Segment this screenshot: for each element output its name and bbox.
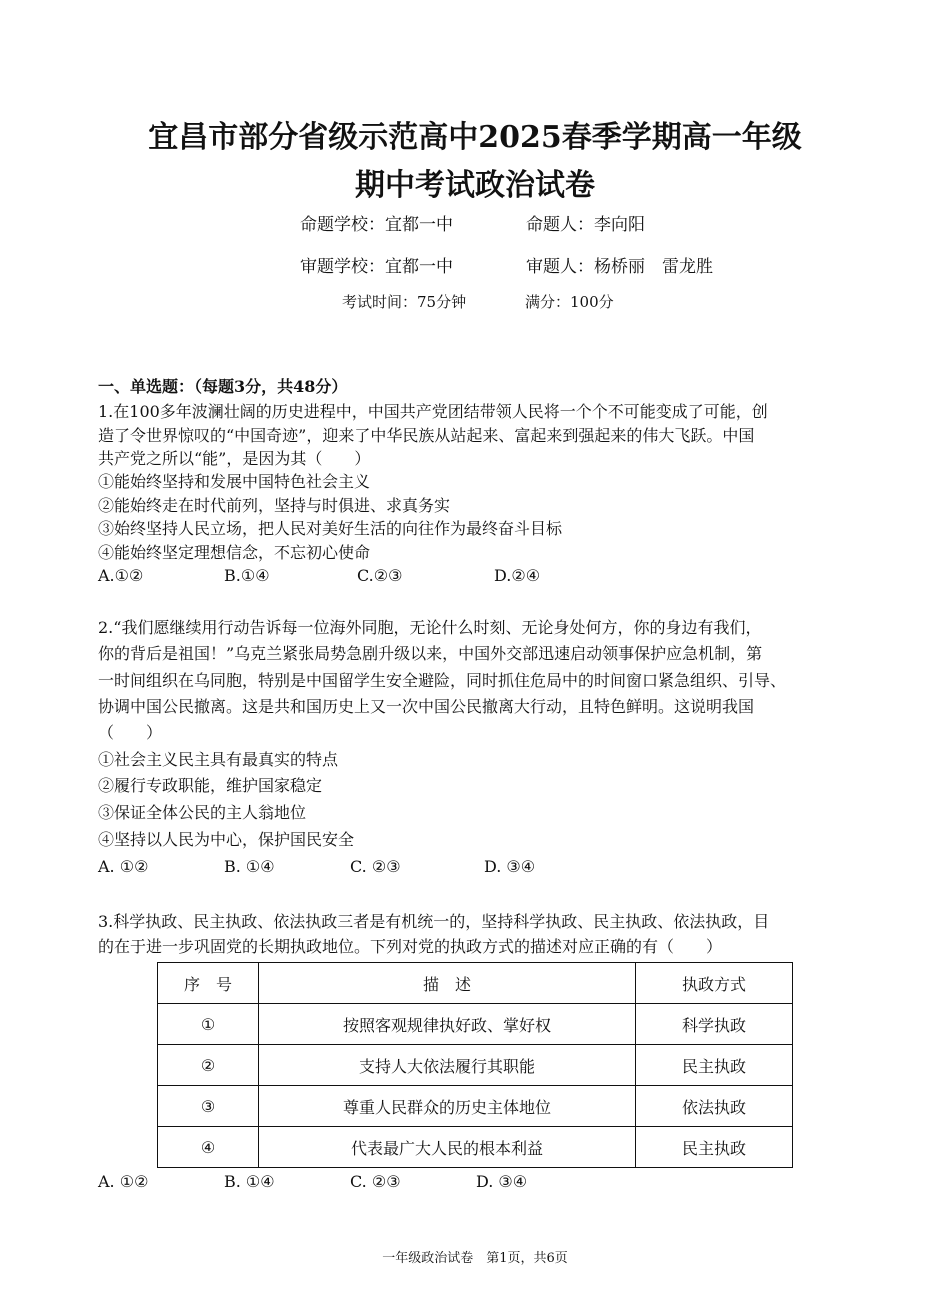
table-header-cell: 执政方式	[636, 963, 793, 1004]
table-row	[158, 1045, 793, 1086]
section-heading: 一、单选题：（每题3分，共48分）	[98, 377, 348, 396]
table-cell: 民主执政	[636, 1045, 793, 1086]
table-cell: 支持人大依法履行其职能	[259, 1045, 636, 1086]
review-person: 审题人：杨桥丽 雷龙胜	[526, 257, 713, 277]
option-d: D. ③④	[476, 1172, 528, 1191]
table-cell: 依法执政	[636, 1086, 793, 1127]
table-cell: 代表最广大人民的根本利益	[259, 1127, 636, 1168]
page-footer: 一年级政治试卷 第1页，共6页	[382, 1251, 568, 1266]
question-text-line: 的在于进一步巩固党的长期执政地位。下列对党的执政方式的描述对应正确的有（ ）	[98, 937, 723, 956]
full-score: 满分：100分	[525, 293, 614, 311]
option-a: A. ①②	[98, 1172, 149, 1191]
question-text-line: 共产党之所以“能”，是因为其（ ）	[98, 449, 371, 468]
question-text-line: 1.在100多年波澜壮阔的历史进程中，中国共产党团结带领人民将一个个不可能变成了可能，创	[98, 402, 768, 421]
option-a: A. ①②	[98, 857, 149, 876]
question-text-line: 你的背后是祖国！”乌克兰紧张局势急剧升级以来，中国外交部迅速启动领事保护应急机制，第	[98, 644, 763, 663]
statement: ②履行专政职能，维护国家稳定	[98, 776, 323, 795]
governance-table	[157, 962, 793, 1168]
statement: ①社会主义民主具有最真实的特点	[98, 750, 339, 769]
question-text-line: （ ）	[98, 723, 163, 742]
option-b: B. ①④	[224, 1172, 275, 1191]
option-a: A.①②	[98, 566, 144, 585]
option-d: D. ③④	[484, 857, 536, 876]
review-school: 审题学校：宜都一中	[300, 257, 453, 277]
table-header-cell: 描 述	[259, 963, 636, 1004]
option-c: C.②③	[357, 566, 403, 585]
statement: ①能始终坚持和发展中国特色社会主义	[98, 472, 371, 491]
question-text-line: 2.“我们愿继续用行动告诉每一位海外同胞，无论什么时刻、无论身处何方，你的身边有我们，	[98, 618, 762, 637]
table-cell: 民主执政	[636, 1127, 793, 1168]
table-cell: ①	[158, 1004, 259, 1045]
table-cell: 尊重人民群众的历史主体地位	[259, 1086, 636, 1127]
question-text-line: 一时间组织在乌同胞，特别是中国留学生安全避险，同时抓住危局中的时间窗口紧急组织、引导、	[98, 671, 787, 690]
option-b: B. ①④	[224, 857, 275, 876]
table-cell: 按照客观规律执好政、掌好权	[259, 1004, 636, 1045]
table-header-cell: 序 号	[158, 963, 259, 1004]
table-row	[158, 1004, 793, 1045]
exam-title-line2: 期中考试政治试卷	[355, 168, 595, 203]
table-header-row	[158, 963, 793, 1004]
statement: ③保证全体公民的主人翁地位	[98, 803, 307, 822]
proposition-school: 命题学校：宜都一中	[300, 215, 453, 235]
question-text-line: 3.科学执政、民主执政、依法执政三者是有机统一的，坚持科学执政、民主执政、依法执政，目	[98, 912, 770, 931]
table-row	[158, 1086, 793, 1127]
option-c: C. ②③	[350, 857, 401, 876]
question-text-line: 造了令世界惊叹的“中国奇迹”，迎来了中华民族从站起来、富起来到强起来的伟大飞跃。中国	[98, 426, 755, 445]
statement: ④能始终坚定理想信念，不忘初心使命	[98, 543, 371, 562]
option-c: C. ②③	[350, 1172, 401, 1191]
table-cell: ③	[158, 1086, 259, 1127]
table-cell: 科学执政	[636, 1004, 793, 1045]
statement: ③始终坚持人民立场，把人民对美好生活的向往作为最终奋斗目标	[98, 519, 563, 538]
exam-title-line1: 宜昌市部分省级示范高中2025春季学期高一年级	[148, 120, 802, 155]
table-cell: ④	[158, 1127, 259, 1168]
table-cell: ②	[158, 1045, 259, 1086]
question-text-line: 协调中国公民撤离。这是共和国历史上又一次中国公民撤离大行动，且特色鲜明。这说明我国	[98, 697, 755, 716]
table-row	[158, 1127, 793, 1168]
exam-time: 考试时间：75分钟	[342, 293, 467, 311]
statement: ④坚持以人民为中心，保护国民安全	[98, 830, 355, 849]
proposition-person: 命题人：李向阳	[526, 215, 645, 235]
option-b: B.①④	[224, 566, 270, 585]
statement: ②能始终走在时代前列，坚持与时俱进、求真务实	[98, 496, 451, 515]
option-d: D.②④	[494, 566, 541, 585]
